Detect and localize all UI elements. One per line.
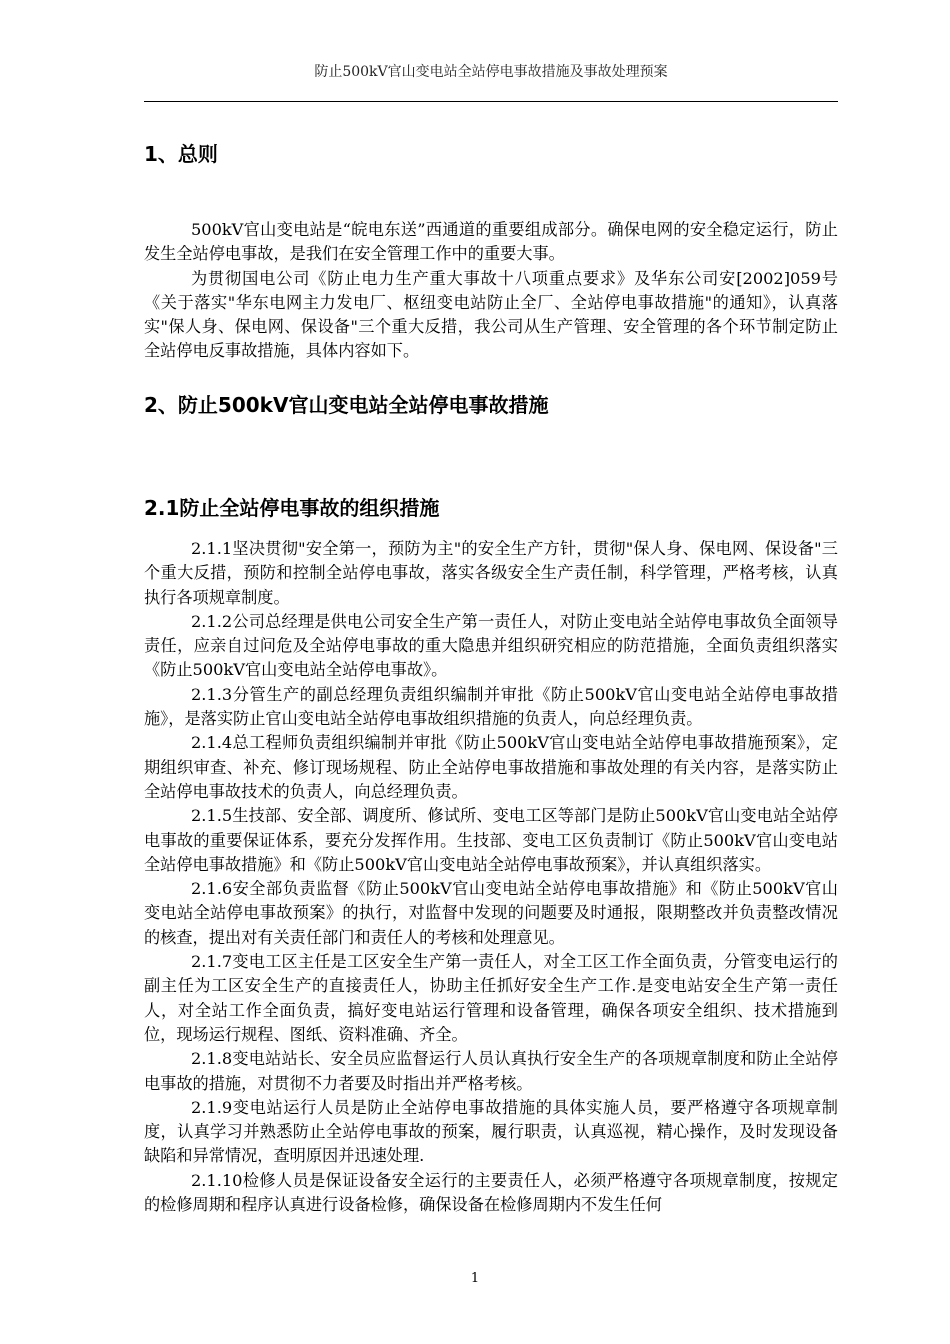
paragraph: 为贯彻国电公司《防止电力生产重大事故十八项重点要求》及华东公司安[2002]059号《关于落实"华东电网主力发电厂、枢纽变电站防止全厂、全站停电事故措施"的通知》，认真落实"保人身、保电网、保设备"三个重大反措，我公司从生产管理、安全管理的各个环节制定防止全站停电反事故措施，具体内容如下。 xyxy=(144,268,838,361)
section-2-1-body xyxy=(144,537,838,1217)
section-1-body xyxy=(144,218,838,364)
paragraph: 2.1.2公司总经理是供电公司安全生产第一责任人，对防止变电站全站停电事故负全面领导责任，应亲自过问危及全站停电事故的重大隐患并组织研究相应的防范措施，全面负责组织落实《防止500kV官山变电站全站停电事故》。 xyxy=(144,611,838,680)
paragraph: 2.1.7变电工区主任是工区安全生产第一责任人，对全工区工作全面负责，分管变电运行的副主任为工区安全生产的直接责任人，协助主任抓好安全生产工作.是变电站安全生产第一责任人，对全站工作全面负责，搞好变电站运行管理和设备管理，确保各项安全组织、技术措施到位，现场运行规程、图纸、资料准确、齐全。 xyxy=(144,952,838,1044)
section-2-heading: 2、防止500kV官山变电站全站停电事故措施 xyxy=(144,393,549,417)
paragraph: 2.1.8变电站站长、安全员应监督运行人员认真执行安全生产的各项规章制度和防止全站停电事故的措施，对贯彻不力者要及时指出并严格考核。 xyxy=(144,1049,838,1093)
paragraph: 2.1.5生技部、安全部、调度所、修试所、变电工区等部门是防止500kV官山变电站全站停电事故的重要保证体系，要充分发挥作用。生技部、变电工区负责制订《防止500kV官山变电站全站停电事故措施》和《防止500kV官山变电站全站停电事故预案》，并认真组织落实。 xyxy=(144,806,838,874)
paragraph: 2.1.6安全部负责监督《防止500kV官山变电站全站停电事故措施》和《防止500kV官山变电站全站停电事故预案》的执行，对监督中发现的问题要及时通报，限期整改并负责整改情况的核查，提出对有关责任部门和责任人的考核和处理意见。 xyxy=(144,879,838,947)
paragraph: 2.1.9变电站运行人员是防止全站停电事故措施的具体实施人员，要严格遵守各项规章制度，认真学习并熟悉防止全站停电事故的预案，履行职责，认真巡视，精心操作，及时发现设备缺陷和异常情况，查明原因并迅速处理. xyxy=(144,1097,838,1166)
paragraph: 500kV官山变电站是“皖电东送”西通道的重要组成部分。确保电网的安全稳定运行，防止发生全站停电事故，是我们在安全管理工作中的重要大事。 xyxy=(144,220,838,264)
section-1-heading: 1、总则 xyxy=(144,142,218,166)
page-number: 1 xyxy=(470,1271,480,1286)
paragraph: 2.1.3分管生产的副总经理负责组织编制并审批《防止500kV官山变电站全站停电事故措施》，是落实防止官山变电站全站停电事故组织措施的负责人，向总经理负责。 xyxy=(144,684,838,729)
paragraph: 2.1.1坚决贯彻"安全第一，预防为主"的安全生产方针，贯彻"保人身、保电网、保设备"三个重大反措，预防和控制全站停电事故，落实各级安全生产责任制，科学管理，严格考核，认真执行各项规章制度。 xyxy=(144,539,838,607)
section-2-1-heading: 2.1防止全站停电事故的组织措施 xyxy=(144,496,440,520)
paragraph: 2.1.10检修人员是保证设备安全运行的主要责任人，必须严格遵守各项规章制度，按规定的检修周期和程序认真进行设备检修，确保设备在检修周期内不发生任何 xyxy=(144,1170,838,1215)
paragraph: 2.1.4总工程师负责组织编制并审批《防止500kV官山变电站全站停电事故措施预案》，定期组织审查、补充、修订现场规程、防止全站停电事故措施和事故处理的有关内容，是落实防止全站停电事故技术的负责人，向总经理负责。 xyxy=(144,733,838,801)
page-header-title: 防止500kV官山变电站全站停电事故措施及事故处理预案 xyxy=(314,64,668,80)
header-divider xyxy=(144,101,838,102)
